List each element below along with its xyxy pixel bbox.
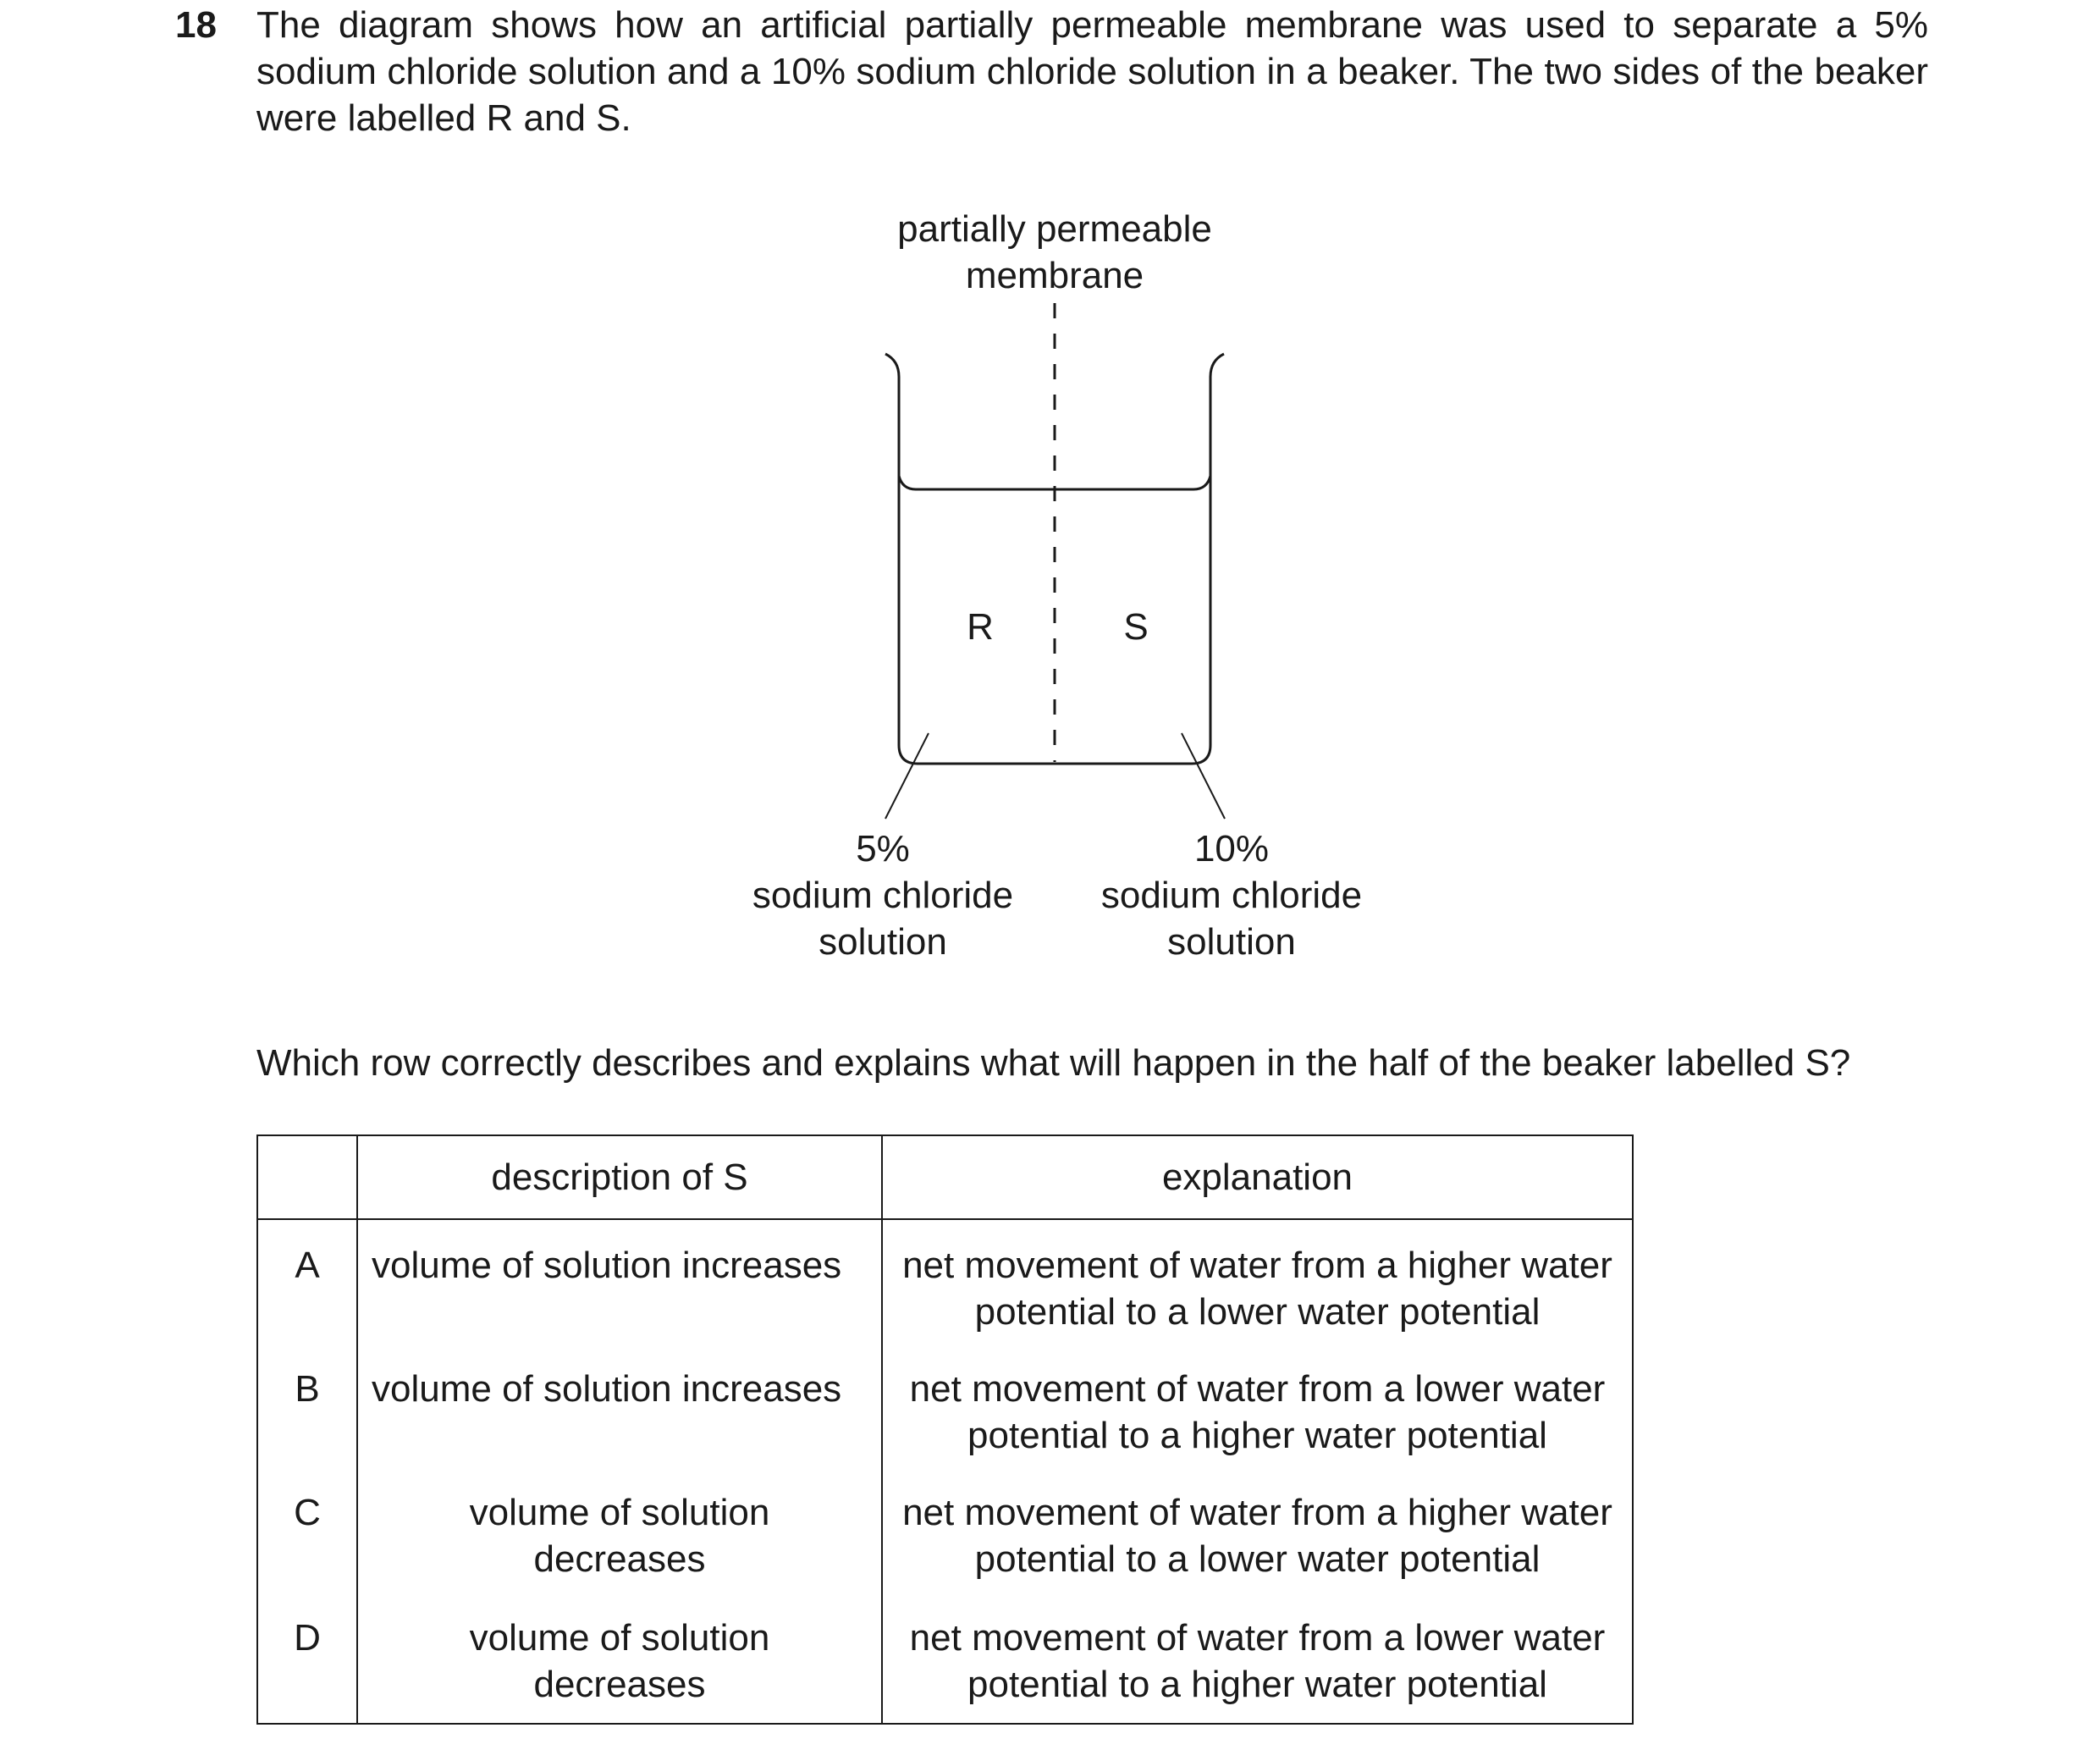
header-blank [257,1135,357,1219]
option-letter: B [257,1345,357,1471]
right-leader-line [1182,733,1225,819]
left-solution-line3: solution [819,921,947,963]
membrane-label-line1: partially permeable [897,208,1212,250]
explanation-line2: potential to a higher water potential [967,1664,1547,1705]
explanation-line2: potential to a higher water potential [967,1415,1547,1456]
option-explanation [882,1596,1633,1724]
option-explanation [882,1219,1633,1345]
question-number: 18 [175,4,217,46]
question-stem: The diagram shows how an artificial partially permeable membrane was used to separate a 5% sodium chloride solution and a 10% sodium chloride solution in a beaker. The two sides of the beaker were labelled R and S. [256,4,1928,139]
explanation-line2: potential to a lower water potential [974,1538,1541,1580]
answer-options-table [256,1134,1634,1725]
option-row-c[interactable] [257,1471,1633,1596]
right-solution-line1: 10% [1193,828,1270,869]
left-solution-line2: sodium chloride [752,875,1014,916]
header-description: description of S [357,1135,882,1219]
explanation-line2: potential to a lower water potential [974,1291,1541,1333]
description-line2: decreases [533,1538,706,1580]
option-letter: C [257,1471,357,1596]
table-header-row [257,1135,1633,1219]
description-line1: volume of solution [469,1617,770,1659]
option-letter: A [257,1219,357,1345]
explanation-line1: net movement of water from a higher water [902,1492,1612,1533]
option-description [357,1471,882,1596]
option-row-a[interactable] [257,1219,1633,1345]
option-description: volume of solution increases [357,1345,882,1471]
left-solution-line1: 5% [856,828,910,869]
explanation-line1: net movement of water from a lower water [909,1368,1606,1410]
option-description [357,1596,882,1724]
description-line1: volume of solution [469,1492,770,1533]
option-letter: D [257,1596,357,1724]
description-line2: decreases [533,1664,706,1705]
side-label-s: S [1123,606,1149,648]
explanation-line1: net movement of water from a higher water [902,1245,1612,1286]
option-explanation [882,1471,1633,1596]
left-leader-line [885,733,929,819]
option-explanation [882,1345,1633,1471]
option-row-b[interactable] [257,1345,1633,1471]
option-row-d[interactable] [257,1596,1633,1724]
question-prompt: Which row correctly describes and explains what will happen in the half of the beaker labelled S? [256,1042,1851,1084]
side-label-r: R [967,606,994,648]
right-solution-line2: sodium chloride [1100,875,1363,916]
membrane-label-line2: membrane [965,255,1144,296]
explanation-line1: net movement of water from a lower water [909,1617,1606,1659]
option-description: volume of solution increases [357,1219,882,1345]
right-solution-line3: solution [1167,921,1296,963]
header-explanation: explanation [882,1135,1633,1219]
